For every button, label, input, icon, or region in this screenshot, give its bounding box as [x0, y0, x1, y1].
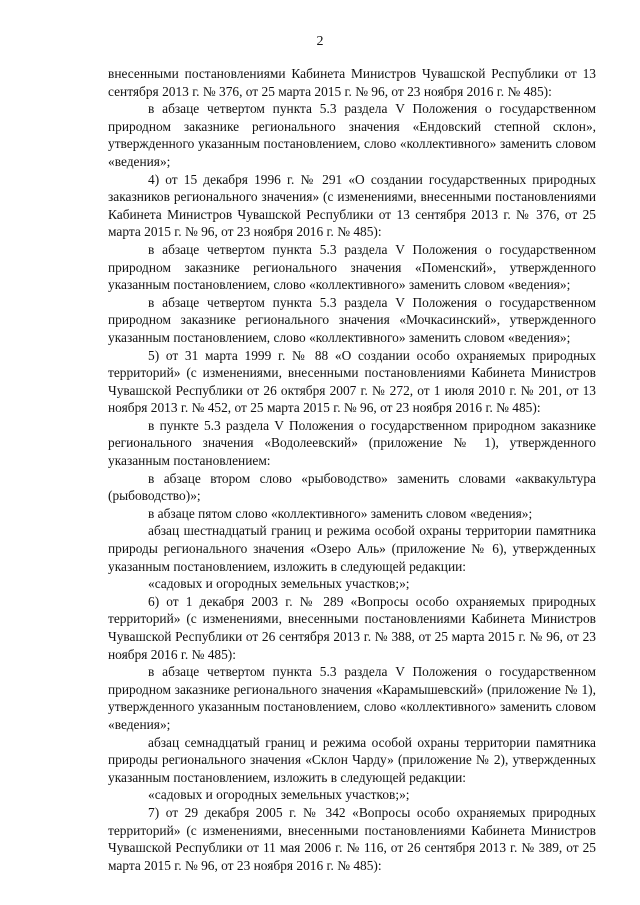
- paragraph: в абзаце четвертом пункта 5.3 раздела V Положения о государственном природном заказнике регионального значения «Карамышевский» (приложение № 1), утвержденного указанным постановлением, слово «коллективного» заменить словом «ведения»;: [108, 664, 596, 732]
- paragraph: «садовых и огородных земельных участков;»;: [148, 576, 410, 592]
- paragraph: абзац семнадцатый границ и режима особой охраны территории памятника природы регионального значения «Склон Чарду» (приложение № 2), утвержденных указанным постановлением, изложить в следующей редакции:: [108, 734, 596, 785]
- paragraph: в абзаце четвертом пункта 5.3 раздела V Положения о государственном природном заказнике регионального значения «Ендовский степной склон», утвержденного указанным постановлением, слово «коллективного» заменить словом «ведения»;: [108, 101, 596, 169]
- paragraph: в абзаце четвертом пункта 5.3 раздела V Положения о государственном природном заказнике регионального значения «Мочкасинский», утвержденного указанным постановлением, слово «коллективного» заменить словом «ведения»;: [108, 294, 596, 345]
- paragraph: 7) от 29 декабря 2005 г. № 342 «Вопросы особо охраняемых природных территорий» (с изменениями, внесенными постановлениями Кабинета Министров Чувашской Республики от 11 мая 2006 г. № 116, от 26 сентября 2013 г. № 389, от 25 марта 2015 г. № 96, от 23 ноября 2016 г. № 485):: [108, 804, 596, 873]
- paragraph: в абзаце четвертом пункта 5.3 раздела V Положения о государственном природном заказнике регионального значения «Поменский», утвержденного указанным постановлением, слово «коллективного» заменить словом «ведения»;: [108, 241, 596, 293]
- paragraph: в абзаце пятом слово «коллективного» заменить словом «ведения»;: [148, 505, 533, 521]
- paragraph: в абзаце втором слово «рыбоводство» заменить словами «аквакультура (рыбоводство)»;: [108, 470, 596, 504]
- paragraph: в пункте 5.3 раздела V Положения о государственном природном заказнике регионального значения «Водолеевский» (приложение № 1), утвержденного указанным постановлением:: [108, 417, 596, 469]
- paragraph: абзац шестнадцатый границ и режима особой охраны территории памятника природы регионального значения «Озеро Аль» (приложение № 6), утвержденных указанным постановлением, изложить в следующей редакции:: [108, 523, 596, 574]
- document-body: [108, 65, 596, 874]
- page-number: 2: [316, 34, 324, 49]
- paragraph: 4) от 15 декабря 1996 г. № 291 «О создании государственных природных заказников регионального значения» (с изменениями, внесенными постановлениями Кабинета Министров Чувашской Республики от 13 сентября 2013 г. № 376, от 25 марта 2015 г. № 96, от 23 ноября 2016 г. № 485):: [108, 171, 596, 240]
- paragraph: 6) от 1 декабря 2003 г. № 289 «Вопросы особо охраняемых природных территорий» (с изменениями, внесенными постановлениями Кабинета Министров Чувашской Республики от 26 сентября 2013 г. № 388, от 25 марта 2015 г. № 96, от 23 ноября 2016 г. № 485):: [108, 593, 596, 662]
- paragraph: «садовых и огородных земельных участков;»;: [148, 787, 410, 803]
- paragraph: внесенными постановлениями Кабинета Министров Чувашской Республики от 13 сентября 2013 г. № 376, от 25 марта 2015 г. № 96, от 23 ноября 2016 г. № 485):: [108, 66, 596, 99]
- paragraph: 5) от 31 марта 1999 г. № 88 «О создании особо охраняемых природных территорий» (с изменениями, внесенными постановлениями Кабинета Министров Чувашской Республики от 26 октября 2007 г. № 272, от 1 июля 2010 г. № 201, от 13 ноября 2013 г. № 452, от 25 марта 2015 г. № 96, от 23 ноября 2016 г. № 485):: [108, 347, 596, 416]
